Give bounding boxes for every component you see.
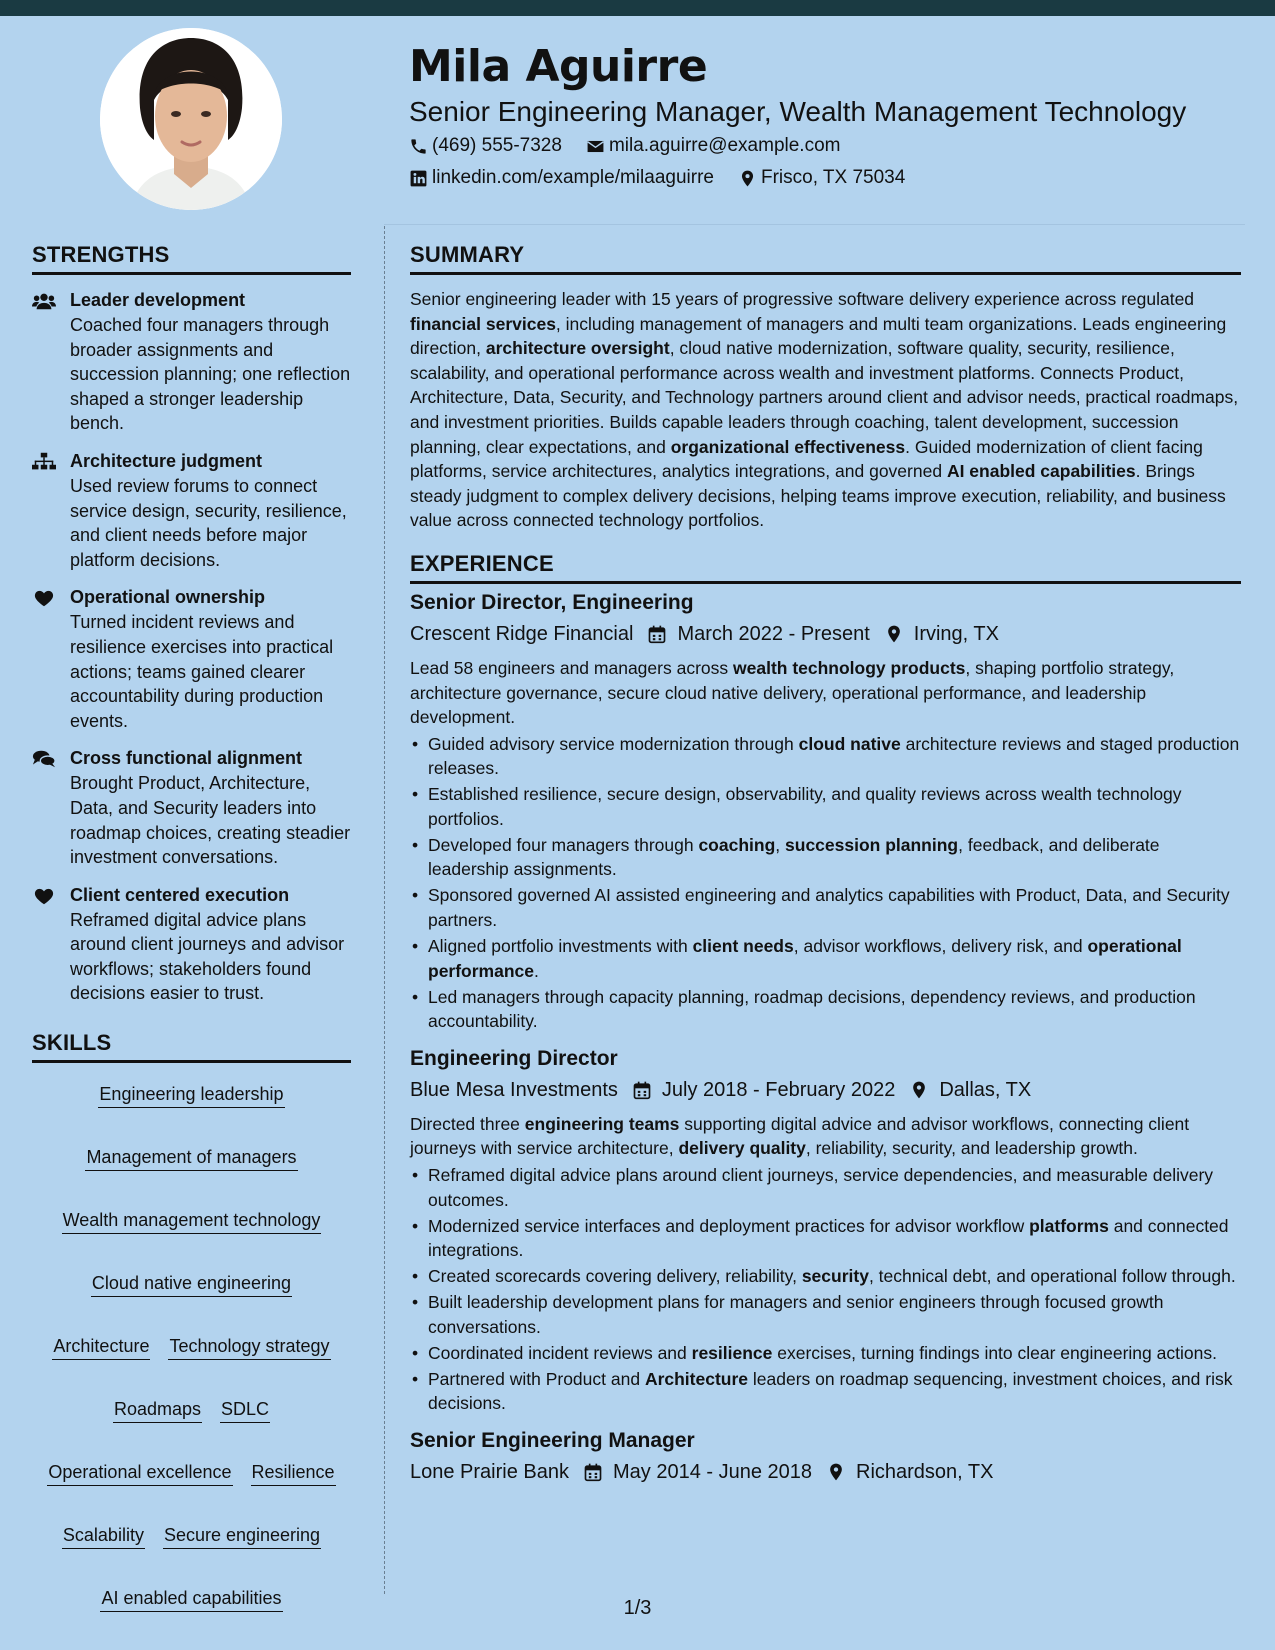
right-column <box>410 238 1241 1494</box>
location-text: Frisco, TX 75034 <box>760 167 906 188</box>
strength-item <box>32 287 351 436</box>
linkedin-text: linkedin.com/example/milaaguirre <box>432 167 714 188</box>
job-company: Lone Prairie Bank <box>410 1460 569 1483</box>
strength-text: Coached four managers through broader assignments and succession planning; one reflection shaped a stronger leadership bench. <box>70 315 351 434</box>
job-meta <box>410 618 1241 650</box>
top-accent-bar <box>0 0 1275 16</box>
skills-list <box>32 1077 351 1612</box>
job-bullet: • Guided advisory service modernization through cloud native architecture reviews and staged production releases. <box>410 732 1241 781</box>
job-location <box>826 1456 993 1488</box>
contact-row-1 <box>409 130 1249 162</box>
strength-title: Cross functional alignment <box>70 748 303 769</box>
calendar-icon <box>647 624 667 644</box>
skill-tag: Scalability <box>62 1524 145 1549</box>
experience-heading: EXPERIENCE <box>410 547 1241 584</box>
skill-tag: Wealth management technology <box>62 1209 322 1234</box>
heart-icon <box>32 882 70 1006</box>
map-pin-icon <box>826 1462 846 1482</box>
left-column <box>32 238 351 1612</box>
candidate-name: Mila Aguirre <box>409 41 708 92</box>
summary-heading: SUMMARY <box>410 238 1241 275</box>
linkedin-contact[interactable] <box>409 162 714 194</box>
strength-item <box>32 882 351 1006</box>
job-bullet: • Established resilience, secure design, observability, and quality reviews across wealth technology portfolios. <box>410 782 1241 831</box>
resume-header <box>409 40 1249 194</box>
job-bullet: • Reframed digital advice plans around client journeys, service dependencies, and measurable delivery outcomes. <box>410 1163 1241 1212</box>
profile-photo <box>100 28 282 210</box>
job-description: Directed three engineering teams supporting digital advice and advisor workflows, connecting client journeys with service architecture, delivery quality, reliability, security, and leadership growth. <box>410 1113 1190 1159</box>
contact-row-2 <box>409 162 1249 194</box>
strength-title: Client centered execution <box>70 884 290 905</box>
strength-item <box>32 745 351 869</box>
skill-tag: Secure engineering <box>163 1524 321 1549</box>
skill-tag: AI enabled capabilities <box>100 1587 282 1612</box>
page-number: 1/3 <box>623 1597 652 1619</box>
strength-title: Operational ownership <box>70 587 266 608</box>
calendar-icon <box>632 1080 652 1100</box>
job-dates <box>632 1074 895 1106</box>
job-bullet: • Aligned portfolio investments with client needs, advisor workflows, delivery risk, and operational performance. <box>410 934 1241 983</box>
email-text: mila.aguirre@example.com <box>608 135 841 156</box>
job-location-text: Richardson, TX <box>856 1460 994 1483</box>
location-contact <box>738 162 905 194</box>
job-meta <box>410 1074 1241 1106</box>
users-icon <box>32 287 70 436</box>
strengths-heading: STRENGTHS <box>32 238 351 275</box>
job-meta <box>410 1456 1241 1488</box>
skill-tag: Resilience <box>251 1461 336 1486</box>
skill-tag: Engineering leadership <box>98 1083 284 1108</box>
skill-tag: Management of managers <box>85 1146 297 1171</box>
skill-tag: Roadmaps <box>113 1398 202 1423</box>
job-bullets <box>410 732 1241 1034</box>
strength-item <box>32 448 351 572</box>
job-bullet: • Partnered with Product and Architecture leaders on roadmap sequencing, investment choices, and risk decisions. <box>410 1367 1241 1416</box>
phone-contact[interactable] <box>409 130 562 162</box>
job-description: Lead 58 engineers and managers across wealth technology products, shaping portfolio strategy, architecture governance, secure cloud native delivery, operational performance, and leadership development. <box>410 657 1175 728</box>
job-bullet: • Created scorecards covering delivery, reliability, security, technical debt, and operational follow through. <box>410 1264 1241 1289</box>
strength-text: Brought Product, Architecture, Data, and Security leaders into roadmap choices, creating steadier investment conversations. <box>70 773 351 868</box>
job-entry <box>410 588 1241 1034</box>
job-bullets <box>410 1163 1241 1416</box>
sitemap-icon <box>32 448 70 572</box>
job-title: Senior Director, Engineering <box>410 590 694 614</box>
skill-tag: SDLC <box>220 1398 270 1423</box>
email-contact[interactable] <box>586 130 841 162</box>
job-entry <box>410 1044 1241 1416</box>
map-pin-icon <box>738 169 757 188</box>
map-pin-icon <box>909 1080 929 1100</box>
strength-item <box>32 584 351 733</box>
envelope-icon <box>586 137 605 156</box>
skill-tag: Architecture <box>52 1335 150 1360</box>
job-bullet: • Coordinated incident reviews and resilience exercises, turning findings into clear engineering actions. <box>410 1341 1241 1366</box>
job-title: Senior Engineering Manager <box>410 1428 695 1452</box>
job-bullet: • Led managers through capacity planning, roadmap decisions, dependency reviews, and production accountability. <box>410 985 1241 1034</box>
job-entry <box>410 1426 1241 1488</box>
strengths-list <box>32 287 351 1006</box>
job-dates-text: May 2014 - June 2018 <box>612 1460 813 1483</box>
skills-heading: SKILLS <box>32 1026 351 1063</box>
summary-text: Senior engineering leader with 15 years of progressive software delivery experience across regulated financial services, including management of managers and multi team organizations. Leads engineering direction, architecture oversight, cloud native modernization, software quality, security, resilience, scalability, and operational performance across wealth and investment platforms. Connects Product, Architecture, Data, Security, and Technology partners around client and advisor needs, practical roadmaps, and investment priorities. Builds capable leaders through coaching, talent development, succession planning, clear expectations, and organizational effectiveness. Guided modernization of client facing platforms, service architectures, analytics integrations, and governed AI enabled capabilities. Brings steady judgment to complex delivery decisions, helping teams improve execution, reliability, and business value across connected technology portfolios. <box>410 289 1239 531</box>
job-bullet: • Built leadership development plans for managers and senior engineers through focused growth conversations. <box>410 1290 1241 1339</box>
comments-icon <box>32 745 70 869</box>
skill-tag: Technology strategy <box>168 1335 330 1360</box>
map-pin-icon <box>884 624 904 644</box>
candidate-title: Senior Engineering Manager, Wealth Management Technology <box>409 96 1187 127</box>
calendar-icon <box>583 1462 603 1482</box>
job-location <box>909 1074 1031 1106</box>
job-company: Crescent Ridge Financial <box>410 622 634 645</box>
strength-text: Reframed digital advice plans around client journeys and advisor workflows; stakeholders found decisions easier to trust. <box>70 909 345 1004</box>
header-divider <box>384 224 1245 225</box>
linkedin-icon <box>409 169 428 188</box>
phone-icon <box>409 137 428 156</box>
strength-text: Used review forums to connect service design, security, resilience, and client needs before major platform decisions. <box>70 475 347 570</box>
skill-tag: Operational excellence <box>47 1461 232 1486</box>
job-dates <box>583 1456 812 1488</box>
job-bullet: • Modernized service interfaces and deployment practices for advisor workflow platforms and connected integrations. <box>410 1214 1241 1263</box>
job-location-text: Dallas, TX <box>939 1078 1032 1101</box>
phone-text: (469) 555-7328 <box>432 135 562 156</box>
experience-list <box>410 588 1241 1488</box>
job-dates-text: March 2022 - Present <box>677 622 870 645</box>
job-location-text: Irving, TX <box>913 622 999 645</box>
job-bullet: • Developed four managers through coaching, succession planning, feedback, and deliberate leadership assignments. <box>410 833 1241 882</box>
job-dates-text: July 2018 - February 2022 <box>661 1078 896 1101</box>
column-divider <box>384 226 385 1594</box>
job-location <box>884 618 999 650</box>
skill-tag: Cloud native engineering <box>91 1272 292 1297</box>
strength-title: Architecture judgment <box>70 450 263 471</box>
job-title: Engineering Director <box>410 1046 618 1070</box>
strength-title: Leader development <box>70 290 246 310</box>
job-bullet: • Sponsored governed AI assisted engineering and analytics capabilities with Product, Data, and Security partners. <box>410 883 1241 932</box>
heart-icon <box>32 584 70 733</box>
job-dates <box>647 618 869 650</box>
job-company: Blue Mesa Investments <box>410 1078 618 1101</box>
strength-text: Turned incident reviews and resilience exercises into practical actions; teams gained clearer accountability during production events. <box>70 612 334 731</box>
